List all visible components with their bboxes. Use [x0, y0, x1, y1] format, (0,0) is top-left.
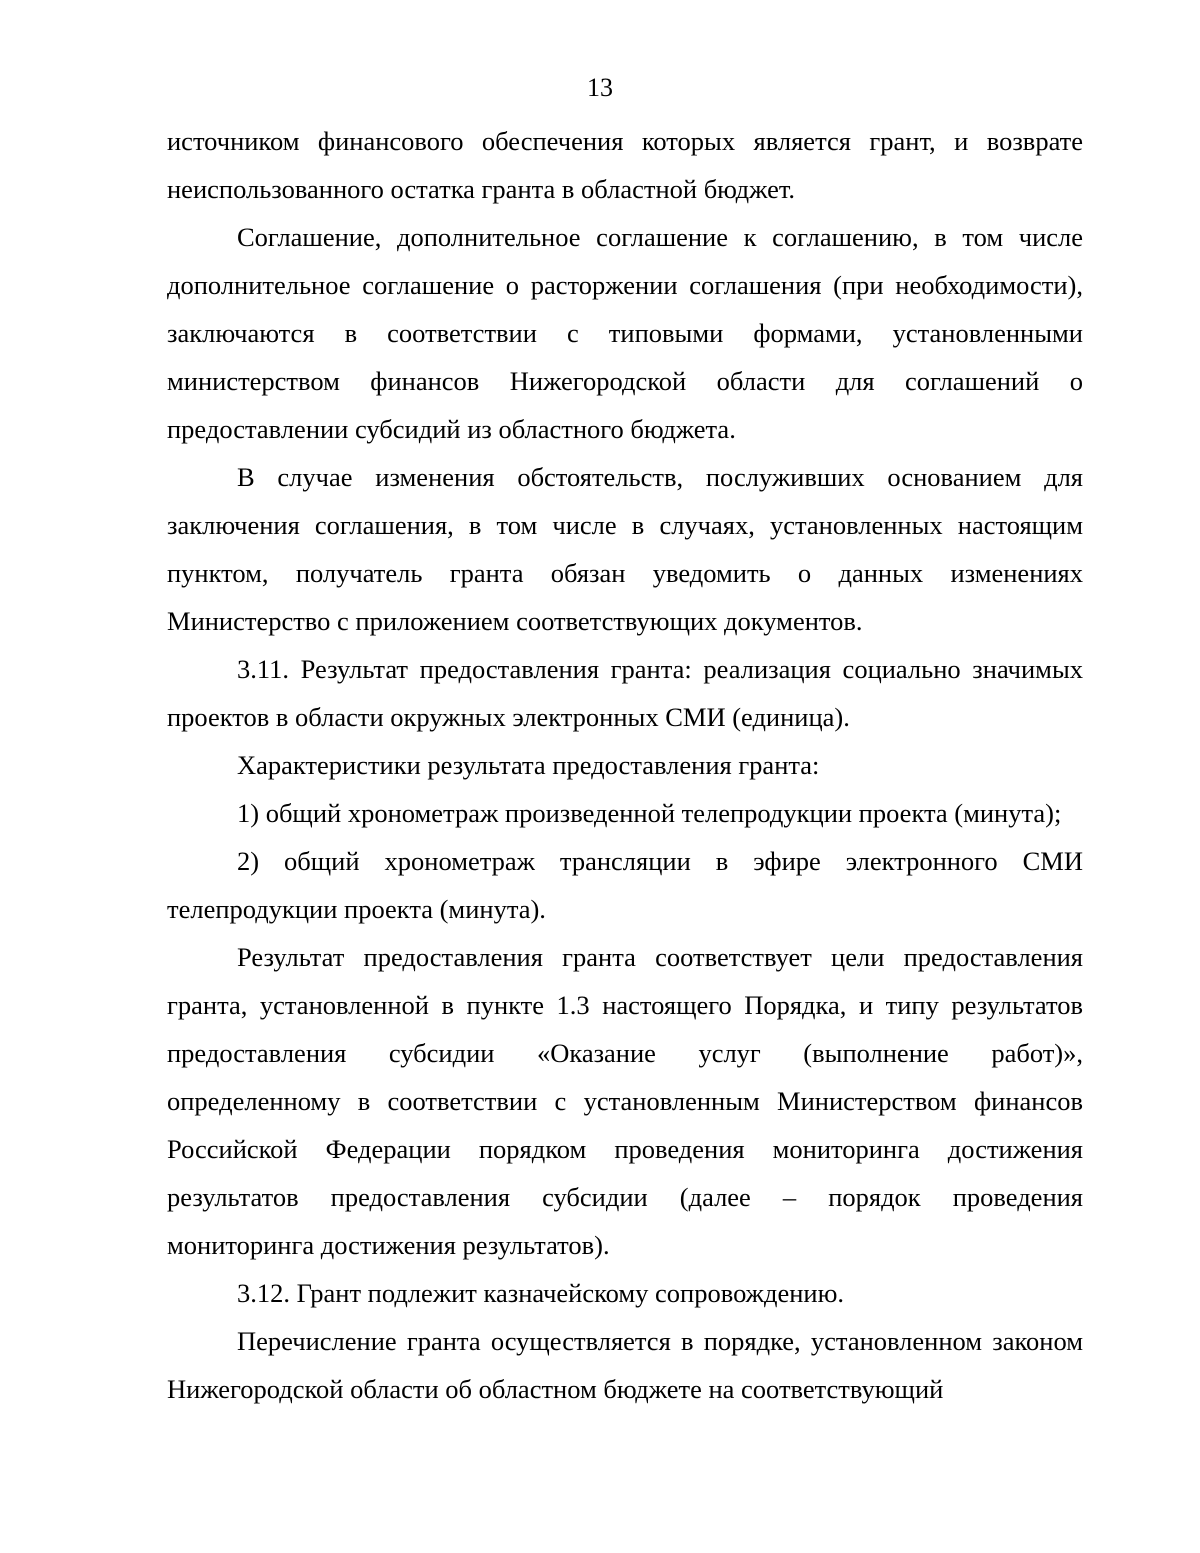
paragraph-result-characteristics: Характеристики результата предоставления гранта:	[237, 750, 820, 780]
paragraph-circumstances-change: В случае изменения обстоятельств, послуживших основанием для заключения соглашения, в том числе в случаях, установленных настоящим пунктом, получатель гранта обязан уведомить о данных изменениях Министерство с приложением соответствующих документов.	[167, 462, 1083, 636]
document-body	[167, 117, 1083, 1413]
paragraph-agreement-forms: Соглашение, дополнительное соглашение к соглашению, в том числе дополнительное соглашение о расторжении соглашения (при необходимости), заключаются в соответствии с типовыми формами, установленными министерством финансов Нижегородской области для соглашений о предоставлении субсидий из областного бюджета.	[167, 222, 1083, 444]
paragraph-continuation: источником финансового обеспечения которых является грант, и возврате неиспользованного остатка гранта в областной бюджет.	[167, 126, 1083, 204]
paragraph-result-correspondence: Результат предоставления гранта соответствует цели предоставления гранта, установленной в пункте 1.3 настоящего Порядка, и типу результатов предоставления субсидии «Оказание услуг (выполнение работ)», определенному в соответствии с установленным Министерством финансов Российской Федерации порядком проведения мониторинга достижения результатов предоставления субсидии (далее – порядок проведения мониторинга достижения результатов).	[167, 942, 1083, 1260]
paragraph-transfer-procedure: Перечисление гранта осуществляется в порядке, установленном законом Нижегородской области об областном бюджете на соответствующий	[167, 1326, 1083, 1404]
paragraph-3-11-result: 3.11. Результат предоставления гранта: реализация социально значимых проектов в области окружных электронных СМИ (единица).	[167, 654, 1083, 732]
list-item-1: 1) общий хронометраж произведенной телепродукции проекта (минута);	[237, 798, 1062, 828]
list-item-2: 2) общий хронометраж трансляции в эфире электронного СМИ телепродукции проекта (минута).	[167, 846, 1083, 924]
paragraph-3-12-treasury: 3.12. Грант подлежит казначейскому сопровождению.	[237, 1278, 845, 1308]
page-number: 13	[587, 73, 613, 102]
